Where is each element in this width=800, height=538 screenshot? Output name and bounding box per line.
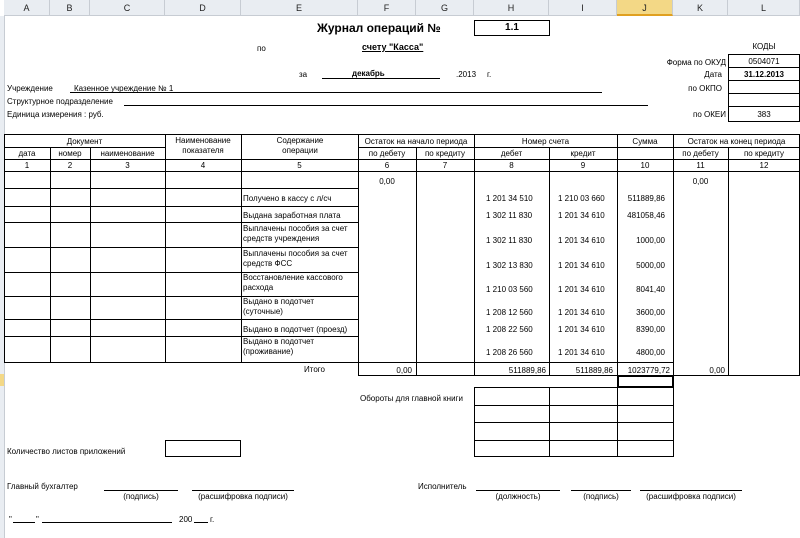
za-label: за — [299, 70, 308, 79]
totals-label: Итого — [304, 365, 325, 374]
col-num-4: 4 — [200, 161, 206, 170]
account-group-header: Номер счета — [521, 137, 570, 146]
totals-closing-debit: 0,00 — [709, 366, 725, 375]
codes-header: КОДЫ — [752, 42, 776, 51]
month-value[interactable]: декабрь — [352, 69, 385, 78]
totals-debet: 511889,86 — [508, 366, 546, 375]
date-month-line — [42, 522, 172, 523]
closing-debit-value[interactable]: 0,00 — [692, 177, 709, 186]
executor-position-caption: (должность) — [495, 492, 541, 501]
column-header-f[interactable]: F — [358, 0, 416, 16]
column-header-b[interactable]: B — [50, 0, 90, 16]
sheets-label: Количество листов приложений — [7, 447, 126, 456]
row-kredit: 1 201 34 610 — [558, 211, 605, 220]
turnovers-label: Обороты для главной книги — [360, 394, 463, 403]
row-sum: 481058,46 — [627, 211, 665, 220]
totals-opening-debit: 0,00 — [396, 366, 412, 375]
col-num-1: 1 — [24, 161, 30, 170]
col-indicator-header: Наименование показателя — [175, 136, 231, 155]
doc-group-header: Документ — [66, 137, 103, 146]
closing-group-header: Остаток на конец периода — [687, 137, 786, 146]
year-prefix: .2013 — [456, 70, 477, 79]
row-content: Выдано в подотчет (проезд) — [243, 325, 348, 334]
page-title: Журнал операций № — [317, 21, 441, 35]
column-header-g[interactable]: G — [416, 0, 474, 16]
okud-label: Форма по ОКУД — [666, 58, 726, 67]
month-underline — [322, 78, 440, 79]
row-debet: 1 302 11 830 — [486, 211, 533, 220]
row-content: Выплачены пособия за счет средств учреждения — [243, 224, 348, 243]
chief-accountant-label: Главный бухгалтер — [7, 482, 78, 491]
row-sum: 1000,00 — [636, 236, 665, 245]
executor-decoding-line — [640, 490, 742, 491]
col-num-11: 11 — [696, 161, 705, 170]
year-suffix: г. — [487, 70, 492, 79]
row-sum: 8390,00 — [636, 325, 665, 334]
date-value[interactable]: 31.12.2013 — [743, 70, 785, 79]
journal-number-box[interactable]: 1.1 — [474, 20, 550, 36]
date-year-prefix: 200 — [179, 515, 193, 524]
col-date-header: дата — [18, 149, 36, 158]
row-debet: 1 201 34 510 — [486, 194, 533, 203]
column-header-j[interactable]: J — [617, 0, 673, 16]
okpo-label: по ОКПО — [688, 84, 722, 93]
sheets-count-box[interactable] — [165, 440, 241, 457]
row-kredit: 1 201 34 610 — [558, 285, 605, 294]
chief-signature-line — [104, 490, 178, 491]
col-name-header: наименование — [100, 149, 155, 158]
col-num-5: 5 — [297, 161, 302, 170]
col-closing-debit-header: по дебету — [682, 149, 719, 158]
col-num-7: 7 — [442, 161, 448, 170]
row-content: Восстановление кассового расхода — [243, 273, 343, 292]
column-header-e[interactable]: E — [241, 0, 358, 16]
column-header-c[interactable]: C — [90, 0, 165, 16]
column-header-a[interactable]: A — [4, 0, 50, 16]
okei-value[interactable]: 383 — [757, 110, 771, 119]
date-quote-close: " — [36, 515, 39, 524]
row-debet: 1 208 12 560 — [486, 308, 533, 317]
column-header-d[interactable]: D — [165, 0, 241, 16]
row-debet: 1 302 11 830 — [486, 236, 533, 245]
row-content: Выдано в подотчет (суточные) — [243, 297, 314, 316]
institution-value[interactable]: Казенное учреждение № 1 — [74, 84, 174, 93]
col-number-header: номер — [58, 149, 82, 158]
col-opening-debit-header: по дебету — [368, 149, 406, 158]
col-num-2: 2 — [67, 161, 73, 170]
row-content: Выдано в подотчет (проживание) — [243, 337, 314, 356]
row-debet: 1 302 13 830 — [486, 261, 533, 270]
col-kredit-header: кредит — [570, 149, 596, 158]
po-label: по — [257, 44, 266, 53]
totals-sum: 1023779,72 — [627, 366, 670, 375]
col-num-12: 12 — [759, 161, 769, 170]
col-num-3: 3 — [125, 161, 130, 170]
row-kredit: 1 201 34 610 — [558, 308, 605, 317]
col-sum-header: Сумма — [632, 137, 658, 146]
column-header-k[interactable]: K — [673, 0, 728, 16]
chief-signature-caption: (подпись) — [123, 492, 159, 501]
unit-label: Единица измерения : руб. — [7, 110, 104, 119]
row-content: Выдана заработная плата — [243, 211, 341, 220]
row-sum: 511889,86 — [627, 194, 665, 203]
date-label: Дата — [704, 70, 722, 79]
col-content-header: Содержание операции — [276, 136, 324, 155]
selected-cell[interactable] — [617, 375, 674, 388]
executor-label: Исполнитель — [418, 482, 467, 491]
executor-signature-caption: (подпись) — [583, 492, 619, 501]
opening-debit-value[interactable]: 0,00 — [379, 177, 395, 186]
date-quote-open: " — [9, 515, 12, 524]
date-year-suffix: г. — [210, 515, 215, 524]
row-debet: 1 208 26 560 — [486, 348, 533, 357]
row-content: Получено в кассу с л/сч — [243, 194, 332, 203]
col-closing-credit-header: по кредиту — [743, 149, 785, 158]
row-content: Выплачены пособия за счет средств ФСС — [243, 249, 348, 268]
account-name: счету "Касса" — [362, 42, 424, 52]
col-num-8: 8 — [509, 161, 514, 170]
row-kredit: 1 201 34 610 — [558, 261, 605, 270]
opening-group-header: Остаток на начало периода — [364, 137, 468, 146]
totals-kredit: 511889,86 — [575, 366, 613, 375]
date-year-line — [194, 522, 208, 523]
row-sum: 3600,00 — [636, 308, 665, 317]
row-sum: 4800,00 — [636, 348, 665, 357]
row-kredit: 1 201 34 610 — [558, 325, 605, 334]
row-kredit: 1 210 03 660 — [558, 194, 605, 203]
row-kredit: 1 201 34 610 — [558, 348, 605, 357]
executor-signature-line — [571, 490, 631, 491]
col-num-9: 9 — [580, 161, 586, 170]
col-opening-credit-header: по кредиту — [424, 149, 466, 158]
active-row-marker — [0, 374, 4, 386]
col-num-10: 10 — [640, 161, 650, 170]
chief-decoding-caption: (расшифровка подписи) — [198, 492, 288, 501]
subdivision-underline — [124, 105, 648, 106]
row-kredit: 1 201 34 610 — [558, 236, 605, 245]
date-day-line — [13, 522, 35, 523]
column-header-i[interactable]: I — [549, 0, 617, 16]
col-num-6: 6 — [384, 161, 390, 170]
okei-label: по ОКЕИ — [693, 110, 726, 119]
col-debet-header: дебет — [500, 149, 523, 158]
institution-label: Учреждение — [7, 84, 53, 93]
chief-decoding-line — [192, 490, 294, 491]
row-debet: 1 210 03 560 — [486, 285, 533, 294]
row-sum: 8041,40 — [636, 285, 665, 294]
row-sum: 5000,00 — [636, 261, 665, 270]
row-debet: 1 208 22 560 — [486, 325, 533, 334]
column-header-l[interactable]: L — [728, 0, 800, 16]
column-header-h[interactable]: H — [474, 0, 549, 16]
subdivision-label: Структурное подразделение — [7, 97, 113, 106]
executor-decoding-caption: (расшифровка подписи) — [646, 492, 736, 501]
executor-position-line — [476, 490, 560, 491]
okud-value[interactable]: 0504071 — [748, 57, 780, 66]
